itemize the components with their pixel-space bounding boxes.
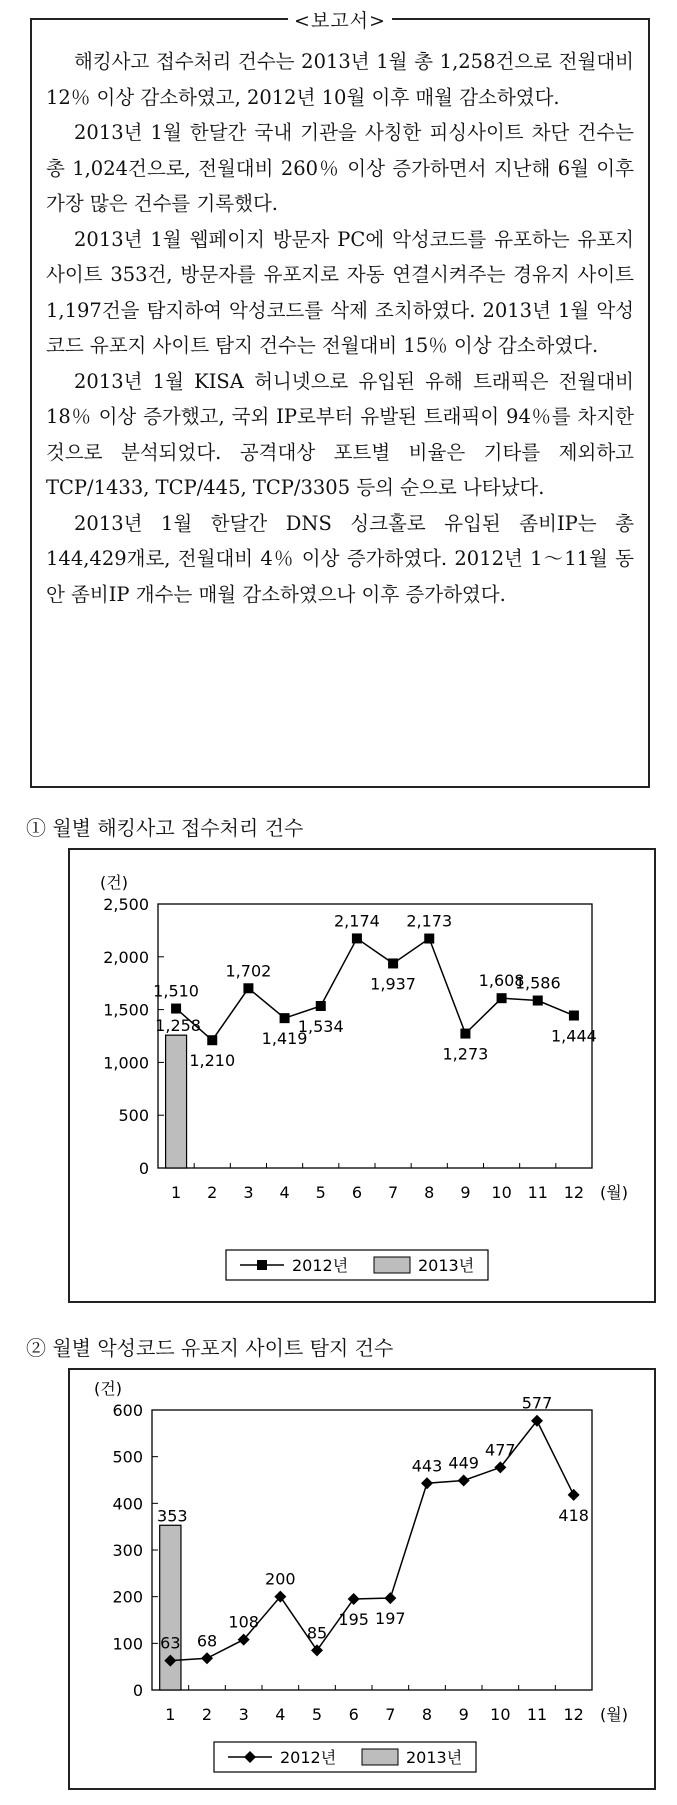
- chart2-point-label: 477: [485, 1440, 516, 1460]
- chart2-xtick-label: 9: [458, 1705, 469, 1724]
- chart1-point-label: 1,210: [189, 1051, 236, 1071]
- chart1-bar-2013: [166, 1035, 187, 1168]
- chart2-ytick-label: 200: [112, 1587, 143, 1607]
- chart1-point-label: 1,444: [551, 1026, 597, 1046]
- chart1-point-label: 1,534: [297, 1017, 344, 1037]
- chart1-point-marker: [207, 1035, 217, 1045]
- chart1-ytick-label: 1,500: [103, 1000, 149, 1020]
- report-paragraph-4: 2013년 1월 KISA 허니넷으로 유입된 유해 트래픽은 전월대비 18％ 이상 증가했고, 국외 IP로부터 유발된 트래픽이 94％를 차지한 것으로 분석되었다. 공격대상 포트별 비율은 기타를 제외하고 TCP/1433, TCP/445, TCP/3305 등의 순으로 나타났다.: [46, 369, 634, 499]
- chart1-xtick-label: 4: [279, 1183, 290, 1202]
- chart2-ytick-label: 400: [112, 1494, 143, 1514]
- chart1-plot-frame: [158, 904, 592, 1168]
- chart2-bar-label: 353: [157, 1506, 188, 1526]
- chart1-section-title: ① 월별 해킹사고 접수처리 건수: [26, 816, 304, 840]
- chart1-point-label: 1,419: [261, 1029, 308, 1049]
- report-title: <보고서>: [288, 6, 392, 33]
- chart1-point-label: 1,937: [370, 974, 416, 994]
- chart1-xtick-label: 1: [170, 1183, 182, 1202]
- chart1-legend-label-2013: 2013년: [418, 1256, 475, 1275]
- chart1-point-marker: [497, 993, 507, 1003]
- chart2-point-label: 197: [375, 1609, 406, 1629]
- chart1-point-marker: [388, 958, 398, 968]
- chart1-point-label: 1,273: [442, 1044, 489, 1064]
- chart2-point-label: 68: [196, 1631, 218, 1651]
- chart2-x-unit-label: (월): [600, 1705, 628, 1724]
- report-box: [30, 10, 650, 788]
- chart2-plot-frame: [152, 1410, 592, 1690]
- chart1-legend-label-2012: 2012년: [292, 1256, 349, 1275]
- chart1-point-marker: [460, 1029, 470, 1039]
- chart1-xtick-label: 8: [424, 1183, 435, 1202]
- chart2-ytick-label: 100: [112, 1634, 143, 1654]
- chart2-legend-label-2012: 2012년: [280, 1748, 337, 1767]
- chart1-point-marker: [533, 996, 543, 1006]
- chart2-xtick-label: 1: [165, 1705, 176, 1724]
- chart1-xtick-label: 11: [527, 1183, 548, 1202]
- chart1-x-unit-label: (월): [600, 1183, 628, 1202]
- report-paragraph-5: 2013년 1월 한달간 DNS 싱크홀로 유입된 좀비IP는 총 144,429개로, 전월대비 4％ 이상 증가하였다. 2012년 1～11월 동안 좀비IP 개수는 매월 감소하였으나 이후 증가하였다.: [46, 511, 634, 606]
- chart2-unit-label: (건): [94, 1379, 122, 1398]
- chart2-xtick-label: 11: [526, 1705, 548, 1724]
- chart1-point-marker: [280, 1013, 290, 1023]
- chart2-legend-bar-sample: [362, 1749, 398, 1765]
- report-body: [32, 20, 648, 612]
- chart1-legend-bar-sample: [374, 1257, 410, 1273]
- chart1-xtick-label: 12: [563, 1183, 585, 1202]
- report-paragraph-1: 해킹사고 접수처리 건수는 2013년 1월 총 1,258건으로 전월대비 12％ 이상 감소하였고, 2012년 10월 이후 매월 감소하였다.: [46, 50, 634, 109]
- chart1-xtick-label: 6: [351, 1183, 363, 1202]
- report-paragraph-2: 2013년 1월 한달간 국내 기관을 사칭한 피싱사이트 차단 건수는 총 1,024건으로, 전월대비 260％ 이상 증가하면서 지난해 6월 이후 가장 많은 건수를 기록했다.: [46, 121, 634, 215]
- chart2-xtick-label: 7: [385, 1705, 396, 1724]
- chart2-svg: [70, 1370, 654, 1788]
- chart2-point-label: 200: [265, 1569, 296, 1589]
- chart1-svg: [70, 850, 654, 1301]
- chart2-point-marker: [201, 1652, 213, 1664]
- chart2-section-title: ② 월별 악성코드 유포지 사이트 탐지 건수: [26, 1336, 394, 1360]
- chart1-point-marker: [569, 1011, 579, 1021]
- chart1-unit-label: (건): [100, 873, 128, 892]
- chart1-point-label: 1,702: [225, 961, 272, 981]
- chart2-ytick-label: 300: [112, 1541, 143, 1560]
- chart2-xtick-label: 12: [563, 1705, 584, 1724]
- chart2-xtick-label: 3: [238, 1705, 249, 1724]
- chart2-point-marker: [311, 1644, 323, 1656]
- chart2-box: [68, 1368, 656, 1790]
- chart1-xtick-label: 5: [315, 1183, 326, 1202]
- chart1-ytick-label: 500: [118, 1106, 149, 1126]
- chart2-point-marker: [421, 1477, 433, 1489]
- chart2-ytick-label: 500: [112, 1447, 143, 1467]
- chart1-xtick-label: 9: [460, 1183, 471, 1202]
- chart2-xtick-label: 10: [490, 1705, 511, 1724]
- chart2-point-label: 418: [558, 1505, 589, 1525]
- chart1-xtick-label: 10: [491, 1183, 512, 1202]
- chart2-point-marker: [384, 1592, 396, 1604]
- chart2-xtick-label: 8: [421, 1705, 433, 1724]
- chart2-ytick-label: 0: [132, 1681, 143, 1700]
- chart1-point-label: 2,173: [406, 911, 453, 931]
- chart2-xtick-label: 5: [311, 1705, 323, 1724]
- chart2-xtick-label: 2: [201, 1705, 213, 1724]
- chart2-point-label: 443: [411, 1456, 443, 1476]
- chart1-ytick-label: 1,000: [103, 1053, 149, 1073]
- chart2-point-marker: [568, 1489, 580, 1501]
- chart2-point-label: 85: [306, 1623, 328, 1643]
- chart2-point-marker: [348, 1593, 360, 1605]
- chart2-point-label: 577: [521, 1393, 553, 1413]
- chart2-xtick-label: 4: [275, 1705, 286, 1724]
- chart1-xtick-label: 7: [387, 1183, 399, 1202]
- chart1-point-marker: [424, 934, 434, 944]
- chart2-point-label: 108: [228, 1612, 259, 1632]
- chart1-ytick-label: 2,000: [103, 947, 149, 967]
- chart1-bar-label: 1,258: [155, 1016, 201, 1036]
- chart1-legend-marker: [257, 1260, 267, 1270]
- chart2-xtick-label: 6: [348, 1705, 359, 1724]
- chart1-point-marker: [352, 933, 362, 943]
- chart1-xtick-label: 2: [207, 1183, 218, 1202]
- chart1-point-label: 1,608: [478, 971, 525, 991]
- report-paragraph-3: 2013년 1월 웹페이지 방문자 PC에 악성코드를 유포하는 유포지 사이트 353건, 방문자를 유포지로 자동 연결시켜주는 경유지 사이트 1,197건을 탐지하여 악성코드를 삭제 조치하였다. 2013년 1월 악성코드 유포지 사이트 탐지 건수는 전월대비 15％ 이상 감소하였다.: [46, 227, 634, 357]
- chart2-point-label: 63: [160, 1633, 181, 1653]
- chart1-box: [68, 848, 656, 1303]
- chart1-ytick-label: 2,500: [103, 895, 149, 914]
- chart1-point-marker: [171, 1004, 181, 1014]
- chart2-legend-label-2013: 2013년: [406, 1748, 463, 1767]
- chart1-point-label: 2,174: [334, 911, 380, 931]
- chart2-point-label: 449: [448, 1453, 479, 1473]
- chart1-point-label: 1,510: [153, 981, 199, 1001]
- chart1-xtick-label: 3: [243, 1183, 254, 1202]
- chart2-point-marker: [458, 1474, 470, 1486]
- chart2-ytick-label: 600: [112, 1401, 143, 1420]
- chart1-ytick-label: 0: [138, 1159, 149, 1178]
- chart2-point-label: 195: [338, 1610, 369, 1629]
- chart1-point-marker: [316, 1001, 326, 1011]
- chart1-point-marker: [243, 983, 253, 993]
- chart1-point-label: 1,586: [514, 973, 561, 993]
